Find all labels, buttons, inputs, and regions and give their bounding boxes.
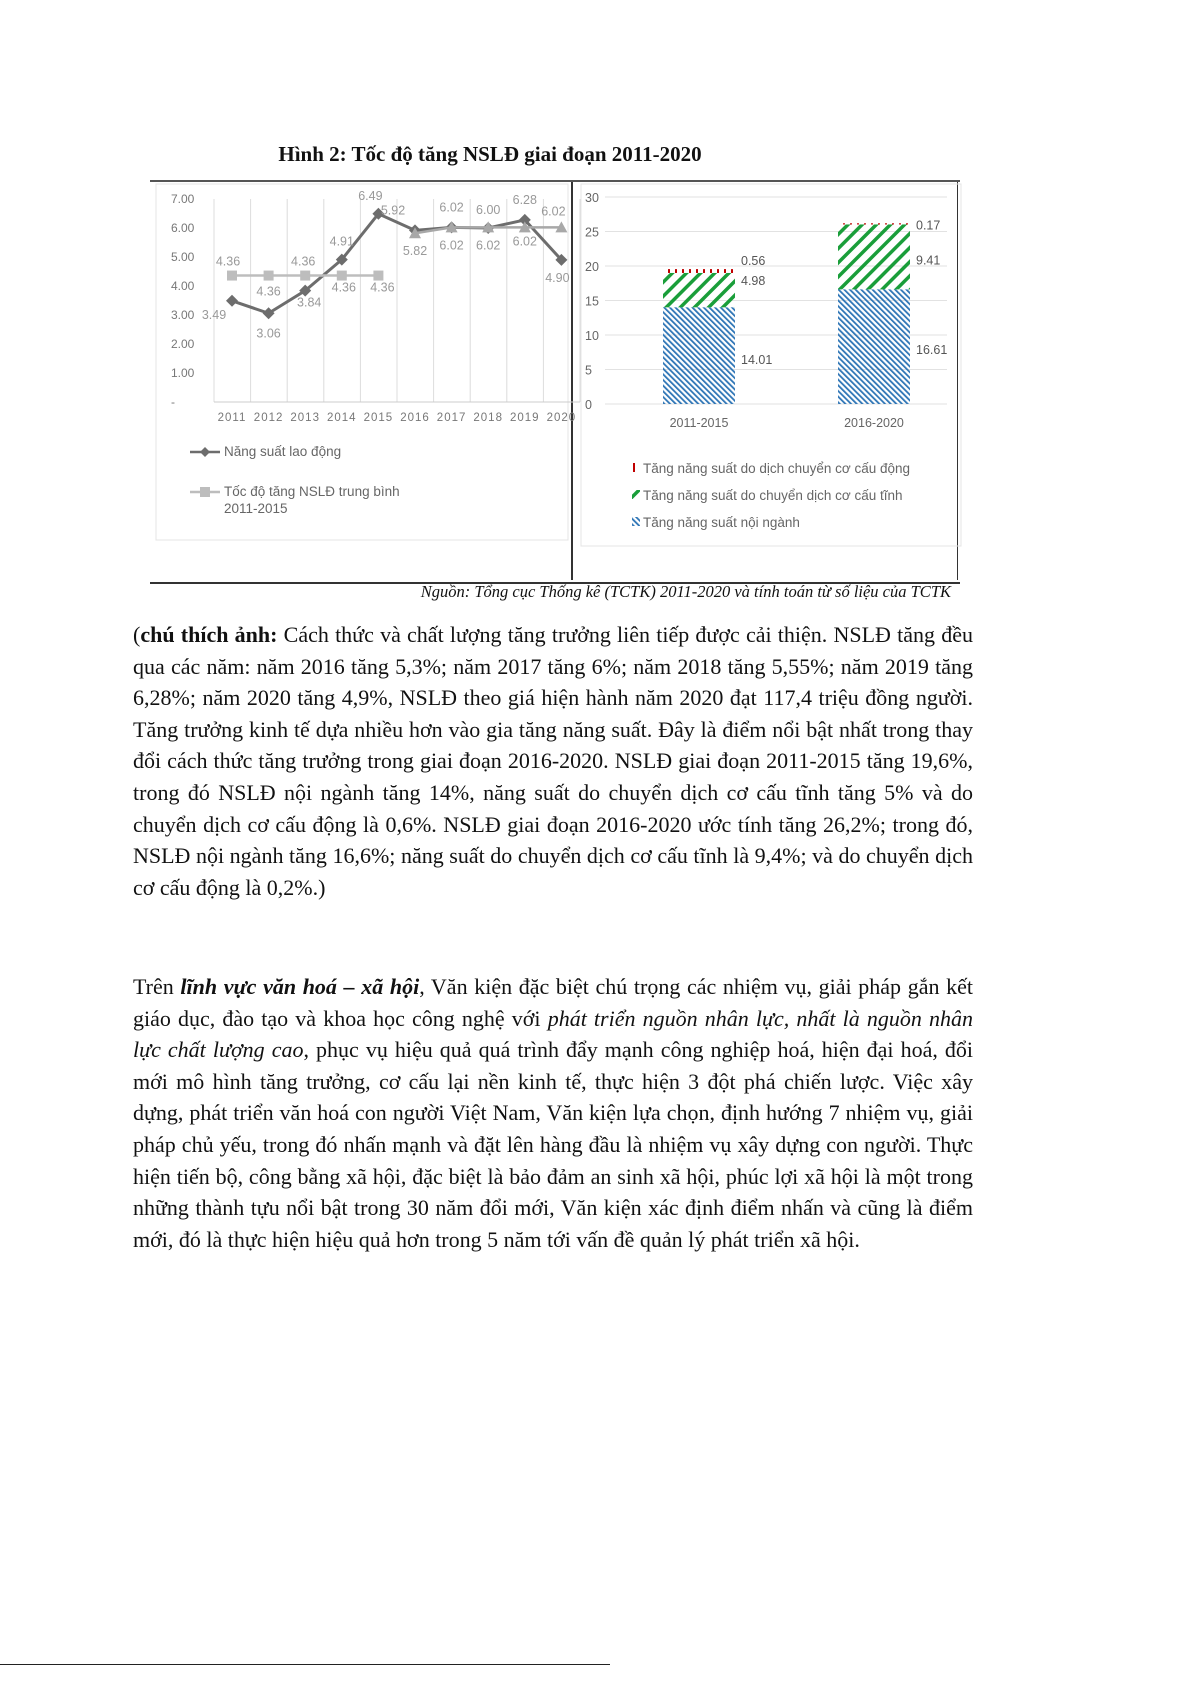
y-tick-label: 2.00 (171, 337, 195, 351)
y-tick-label: 4.00 (171, 279, 195, 293)
legend-label: Tăng năng suất do dịch chuyển cơ cấu động (643, 461, 911, 476)
x-tick-label: 2015 (363, 412, 394, 424)
data-label: 14.01 (741, 353, 773, 367)
bar-segment (663, 269, 735, 273)
data-label: 6.02 (512, 234, 537, 249)
data-label: 16.61 (916, 343, 948, 357)
body-paragraph (133, 971, 973, 1255)
x-tick-label: 2011-2015 (669, 416, 729, 430)
caption-paragraph (133, 619, 973, 903)
bar-segment (663, 273, 735, 307)
bar-segment (838, 224, 910, 289)
data-label: 6.02 (541, 204, 566, 219)
data-label: 9.41 (916, 253, 941, 268)
legend-swatch-icon (632, 490, 640, 499)
data-label: 6.02 (476, 238, 501, 253)
data-label: 4.36 (370, 280, 395, 295)
data-label: 4.36 (331, 280, 356, 295)
y-tick-label: - (171, 395, 175, 409)
x-tick-label: 2020 (546, 412, 577, 424)
data-label: 5.92 (380, 203, 406, 218)
legend-swatch-icon (632, 517, 640, 526)
x-tick-label: 2016 (400, 412, 430, 424)
legend-label: 2011-2015 (224, 501, 288, 516)
data-label: 6.00 (476, 203, 501, 217)
data-label: 3.06 (256, 326, 281, 341)
y-tick-label: 3.00 (171, 308, 195, 322)
caption-text: Cách thức và chất lượng tăng trưởng liên tiếp được cải thiện. NSLĐ tăng đều qua các năm: năm 2016 tăng 5,3%; năm 2017 tăng 6%; năm 2018 tăng 5,55%; năm 2019 tăng 6,28%; năm 2020 tăng 4,9%, NSLĐ theo giá hiện hành năm 2020 đạt 117,4 triệu đồng người. Tăng trưởng kinh tế dựa nhiều hơn vào gia tăng năng suất. Đây là điểm nổi bật nhất trong thay đổi cách thức tăng trưởng trong giai đoạn 2016-2020. NSLĐ giai đoạn 2011-2015 tăng 19,6%, trong đó NSLĐ nội ngành tăng 14%, năng suất do chuyển dịch cơ cấu tĩnh tăng 5% và do chuyển dịch cơ cấu động là 0,6%. NSLĐ giai đoạn 2016-2020 ước tính tăng 26,2%; trong đó, NSLĐ nội ngành tăng 16,6%; năng suất do chuyển dịch cơ cấu tĩnh là 9,4%; và do chuyển dịch cơ cấu động là 0,2%.) (133, 622, 973, 900)
data-label: 4.36 (215, 254, 241, 269)
body-text-2: , Văn kiện đặc biệt chú trọng các nhiệm vụ, giải pháp gắn kết giáo dục, đào tạo và khoa học công nghệ với (133, 974, 973, 1031)
y-tick-label: 5 (585, 363, 592, 378)
data-label: 4.36 (256, 284, 281, 299)
line-chart (155, 182, 577, 542)
data-label: 3.49 (201, 307, 227, 322)
square-marker (264, 271, 274, 281)
data-label: 5.82 (402, 244, 428, 259)
data-label: 4.91 (329, 234, 354, 249)
bar-segment (838, 223, 910, 224)
y-tick-label: 20 (585, 260, 599, 274)
x-tick-label: 2013 (290, 412, 320, 424)
data-label: 6.02 (439, 200, 464, 215)
diamond-marker (226, 295, 238, 307)
y-tick-label: 15 (585, 294, 599, 309)
x-tick-label: 2017 (436, 412, 467, 424)
legend-label: Tốc độ tăng NSLĐ trung bình (224, 484, 400, 499)
y-tick-label: 0 (585, 398, 592, 412)
body-emphasis-italic: phát triển nguồn nhân lực, nhất là nguồn nhân lực chất lượng cao (133, 1005, 974, 1063)
x-tick-label: 2012 (253, 412, 284, 424)
y-tick-label: 7.00 (171, 192, 195, 206)
body-emphasis-bold-italic: lĩnh vực văn hoá – xã hội (180, 974, 420, 999)
figure-title: Hình 2: Tốc độ tăng NSLĐ giai đoạn 2011-2020 (278, 142, 702, 166)
x-tick-label: 2019 (510, 412, 540, 424)
stacked-bar-chart (577, 182, 963, 548)
data-label: 6.28 (512, 192, 537, 207)
caption-label: chú thích ảnh: (140, 622, 278, 647)
y-tick-label: 5.00 (171, 250, 195, 264)
y-tick-label: 1.00 (171, 366, 195, 380)
square-marker (227, 271, 237, 281)
y-tick-label: 25 (585, 225, 599, 240)
data-label: 4.98 (741, 273, 766, 288)
data-label: 0.17 (916, 218, 941, 233)
square-marker (373, 271, 383, 281)
data-label: 0.56 (741, 254, 766, 269)
y-tick-label: 30 (585, 191, 599, 205)
x-tick-label: 2011 (217, 412, 247, 424)
body-text-3: , phục vụ hiệu quả quá trình đẩy mạnh công nghiệp hoá, hiện đại hoá, đổi mới mô hình tăng trưởng, cơ cấu lại nền kinh tế, thực hiện 3 đột phá chiến lược. Việc xây dựng, phát triển văn hoá con người Việt Nam, Văn kiện lựa chọn, định hướng 7 nhiệm vụ, giải pháp chủ yếu, trong đó nhấn mạnh và đặt lên hàng đầu là nhiệm vụ xây dựng con người. Thực hiện tiến bộ, công bằng xã hội, đặc biệt là bảo đảm an sinh xã hội, phúc lợi xã hội là một trong những thành tựu nổi bật trong 30 năm đổi mới, Văn kiện xác định điểm nhấn và cũng là điểm mới, đó là thực hiện hiệu quả hơn trong 5 năm tới vấn đề quản lý phát triển xã hội. (133, 1037, 973, 1252)
caption-open: ( (133, 622, 141, 647)
bar-segment (663, 307, 735, 404)
body-text-1: Trên (133, 974, 181, 999)
x-tick-label: 2016-2020 (844, 416, 904, 430)
legend-label: Tăng năng suất do chuyển dịch cơ cấu tĩnh (643, 488, 903, 503)
legend-label: Năng suất lao động (224, 444, 342, 459)
y-tick-label: 6.00 (171, 221, 195, 235)
figure-divider (571, 182, 573, 580)
square-marker (337, 271, 347, 281)
data-label: 6.49 (358, 188, 383, 203)
square-marker (300, 271, 310, 281)
footnote-separator (0, 1664, 610, 1665)
x-tick-label: 2018 (473, 412, 503, 424)
bar-segment (838, 289, 910, 404)
data-label: 4.90 (545, 270, 570, 285)
data-label: 3.84 (297, 295, 322, 310)
data-label: 6.02 (439, 238, 464, 253)
legend-square-icon (200, 487, 210, 497)
legend-label: Tăng năng suất nội ngành (643, 515, 800, 530)
x-tick-label: 2014 (327, 412, 357, 424)
legend-swatch-icon (632, 463, 640, 472)
figure-source: Nguồn: Tổng cục Thống kê (TCTK) 2011-2020 và tính toán từ số liệu của TCTK (420, 582, 951, 601)
legend-diamond-icon (200, 447, 210, 457)
data-label: 4.36 (291, 254, 316, 269)
y-tick-label: 10 (585, 329, 599, 343)
